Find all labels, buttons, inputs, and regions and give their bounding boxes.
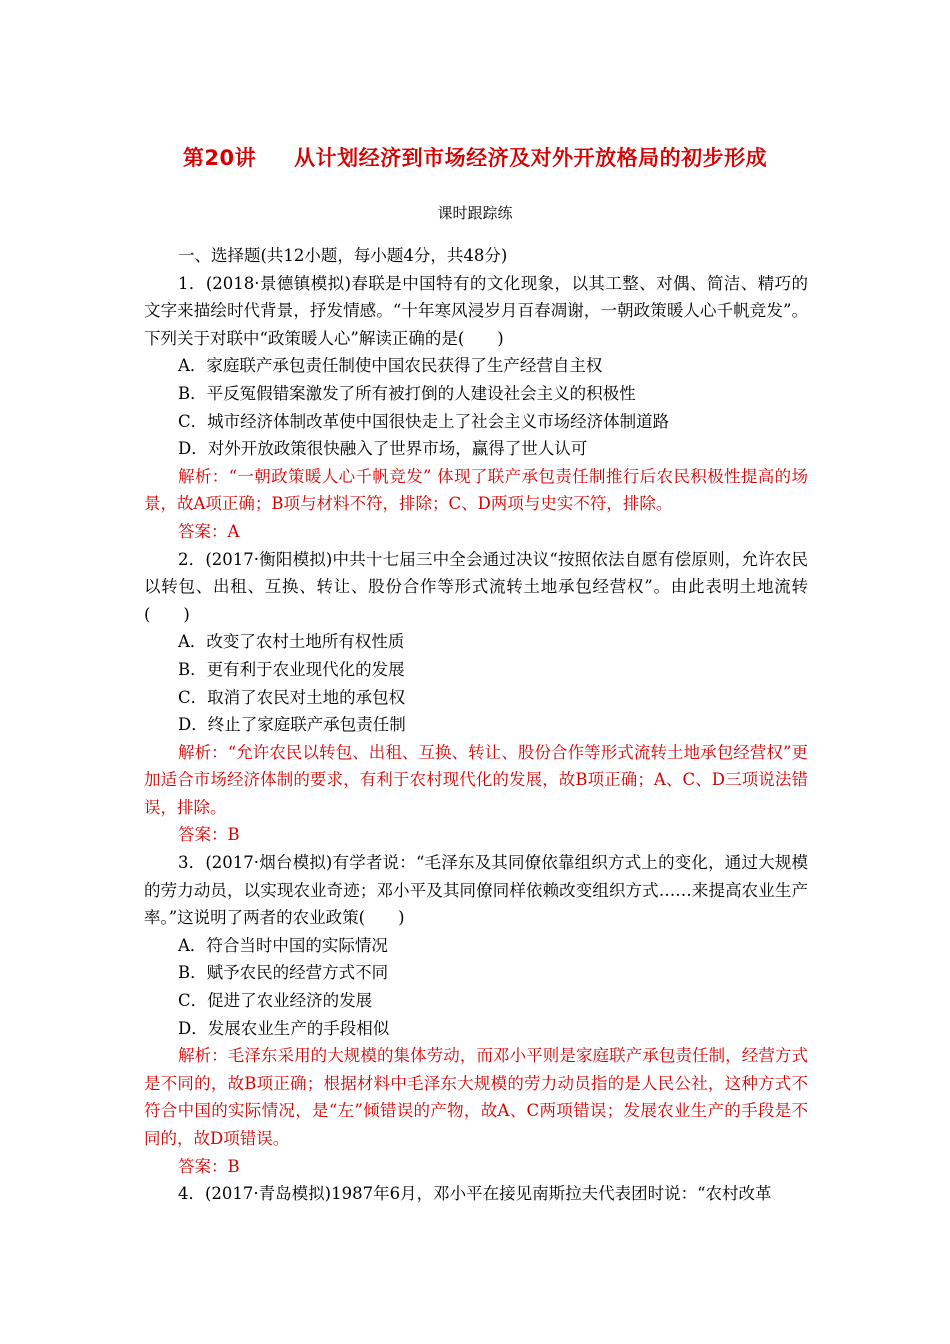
option-a: A．改变了农村土地所有权性质 <box>178 632 405 652</box>
option-c: C．城市经济体制改革使中国很快走上了社会主义市场经济体制道路 <box>178 411 670 431</box>
question-stem: 1．(2018·景德镇模拟)春联是中国特有的文化现象，以其工整、对偶、简洁、精巧的文字来描绘时代背景，抒发情感。“十年寒风浸岁月百春凋谢，一朝政策暖人心千帆竞发”。下列关于对联中“政策暖人心”解读正确的是( ) <box>144 273 808 348</box>
question-stem: 3．(2017·烟台模拟)有学者说：“毛泽东及其同僚依靠组织方式上的变化，通过大规模的劳力动员，以实现农业奇迹；邓小平及其同僚同样依赖改变组织方式……来提高农业生产率。”这说明了两者的农业政策( ) <box>144 853 808 928</box>
analysis-text: 解析：“允许农民以转包、出租、互换、转让、股份合作等形式流转土地承包经营权”更加适合市场经济体制的要求，有利于农村现代化的发展，故B项正确；A、C、D三项说法错误，排除。 <box>144 742 808 817</box>
option-d: D．对外开放政策很快融入了世界市场，赢得了世人认可 <box>178 439 588 459</box>
question-4 <box>144 1180 808 1208</box>
option-c: C．取消了农民对土地的承包权 <box>178 687 406 707</box>
answer-text: 答案：A <box>178 521 240 541</box>
option-d: D．终止了家庭联产承包责任制 <box>178 715 406 735</box>
option-b: B．平反冤假错案激发了所有被打倒的人建设社会主义的积极性 <box>178 383 636 403</box>
option-d: D．发展农业生产的手段相似 <box>178 1018 390 1038</box>
question-stem: 2．(2017·衡阳模拟)中共十七届三中全会通过决议“按照依法自愿有偿原则，允许农民以转包、出租、互换、转让、股份合作等形式流转土地承包经营权”。由此表明土地流转( ) <box>144 549 808 624</box>
analysis-text: 解析：“一朝政策暖人心千帆竞发” 体现了联产承包责任制推行后农民积极性提高的场景，故A项正确；B项与材料不符，排除；C、D两项与史实不符，排除。 <box>144 466 808 514</box>
lecture-number: 第20讲 <box>182 146 257 170</box>
option-a: A．家庭联产承包责任制使中国农民获得了生产经营自主权 <box>178 356 603 376</box>
answer-text: 答案：B <box>178 825 240 845</box>
option-b: B．更有利于农业现代化的发展 <box>178 659 405 679</box>
lecture-title: 从计划经济到市场经济及对外开放格局的初步形成 <box>294 146 768 170</box>
question-2 <box>144 546 808 850</box>
document-body <box>144 242 808 1208</box>
page-subtitle: 课时跟踪练 <box>437 204 513 222</box>
question-stem: 4．(2017·青岛模拟)1987年6月，邓小平在接见南斯拉夫代表团时说：“农村改革 <box>178 1184 772 1204</box>
option-a: A．符合当时中国的实际情况 <box>178 935 388 955</box>
answer-text: 答案：B <box>178 1156 240 1176</box>
page-title <box>0 142 950 172</box>
question-1 <box>144 270 808 546</box>
question-3 <box>144 849 808 1180</box>
option-b: B．赋予农民的经营方式不同 <box>178 963 389 983</box>
option-c: C．促进了农业经济的发展 <box>178 991 373 1011</box>
section-heading: 一、选择题(共12小题，每小题4分，共48分) <box>178 246 508 265</box>
analysis-text: 解析：毛泽东采用的大规模的集体劳动，而邓小平则是家庭联产承包责任制，经营方式是不同的，故B项正确；根据材料中毛泽东大规模的劳力动员指的是人民公社，这种方式不符合中国的实际情况，是“左”倾错误的产物，故A、C两项错误；发展农业生产的手段是不同的，故D项错误。 <box>144 1046 808 1148</box>
